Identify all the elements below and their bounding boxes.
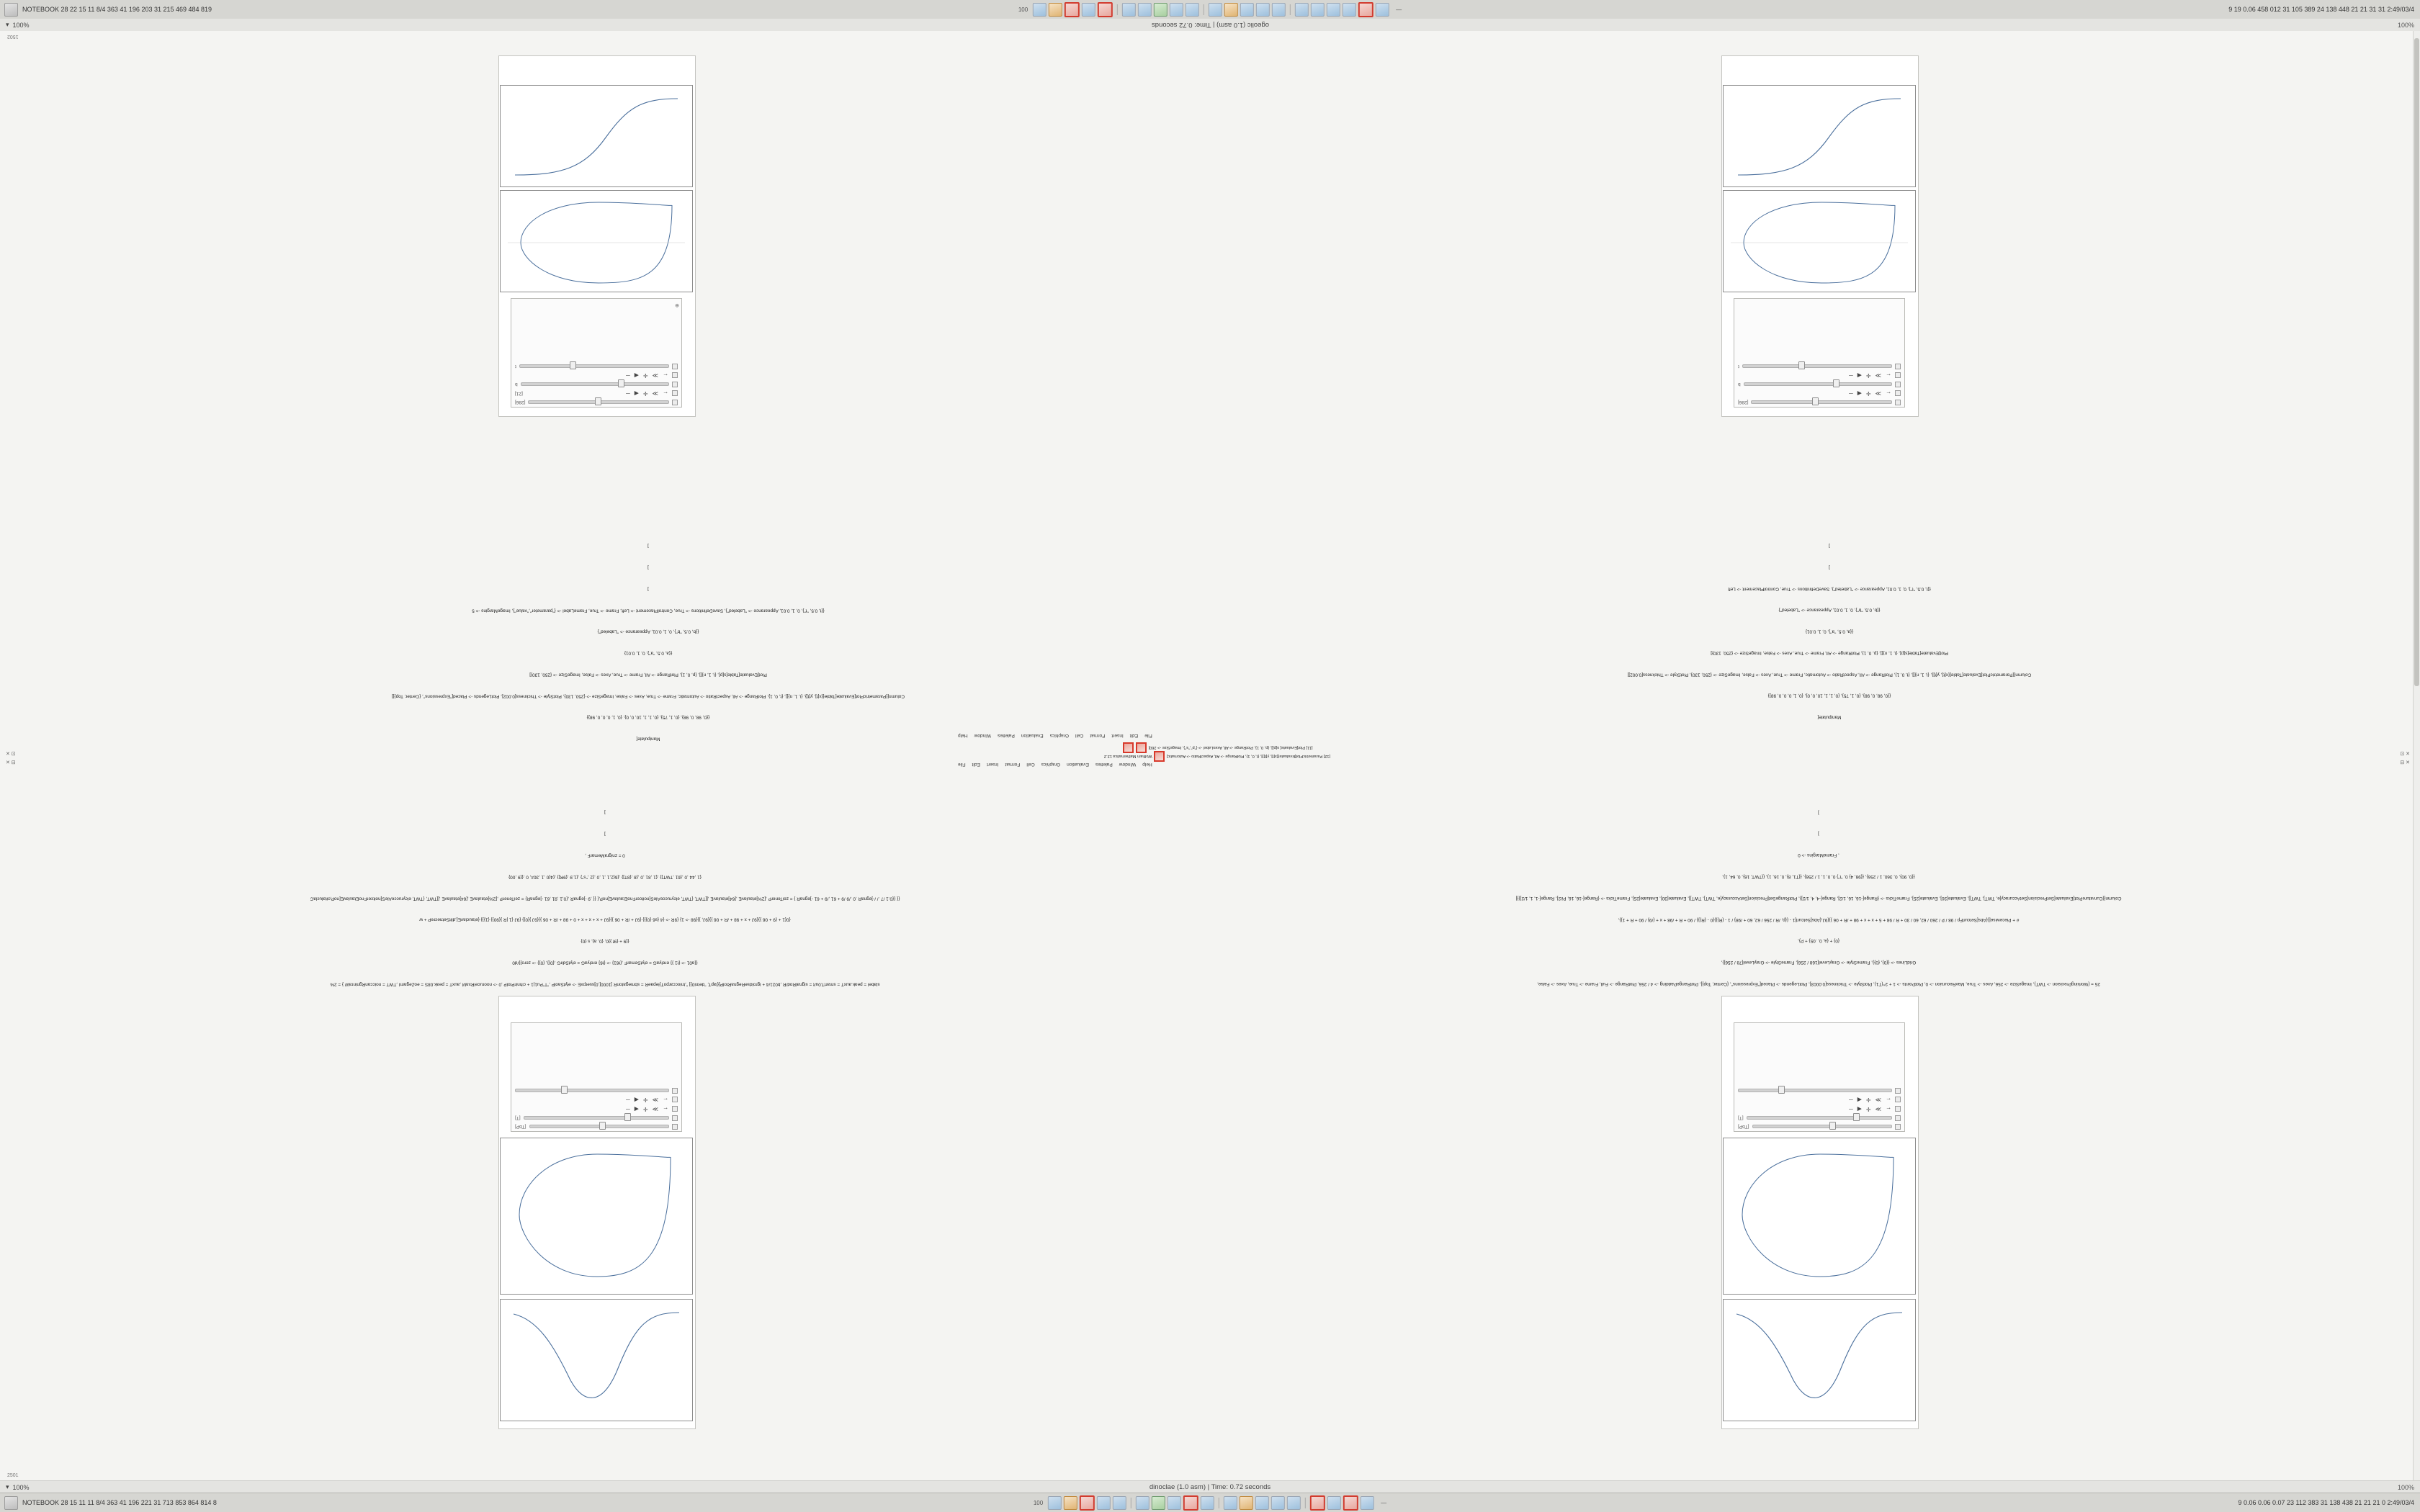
stepper-row-1-bl[interactable]: [511, 1104, 681, 1114]
minus-icon-2-br[interactable]: [1895, 1097, 1901, 1103]
app-icon-13[interactable]: [1240, 3, 1254, 17]
plot-bump-bottom-left: [500, 1299, 693, 1421]
step-back-icon-tr[interactable]: ←: [1886, 390, 1891, 397]
app-icon-b1[interactable]: [1048, 1496, 1062, 1510]
tray-label-end-bottom: —: [1381, 1499, 1387, 1506]
manipulate-menu-icon[interactable]: ⊕: [675, 302, 679, 307]
plus-icon-2-tr[interactable]: [1895, 382, 1901, 387]
code-line-br-8: Column[{CurvaturePlot[Evaluate[SetPrecision[SetAccuracy[e, TWT], TWT]], Evaluate[30], Evaluate[25], FrameTicks -> {Range[-16, 16, 1/2], Range[-4, 4, 1/2]}, PlotRangeSet[Precision[SetAccuracy[e, TWT], TWT]], Evaluate[30], Evaluate[25], FrameTicks -> {Range[-16, 16, Pi/2], Range[-1, 1, 1/2]}}]: [1515, 895, 2122, 901]
play-icon-tr[interactable]: ✛: [1865, 390, 1871, 397]
app-icon-b8[interactable]: [1168, 1496, 1181, 1510]
code-line-tl-6: {{b, 0.5, "b"}, 0, 1, 0.01, Appearance -> "Labeled"}: [597, 629, 699, 634]
taskbar-tray-top[interactable]: [1018, 2, 1402, 17]
slider-row-2-tr[interactable]: [1734, 380, 1904, 389]
app-icon-12[interactable]: [1224, 3, 1238, 17]
app-icon-b13[interactable]: [1255, 1496, 1269, 1510]
slider-row-1[interactable]: [511, 398, 681, 407]
menu-window-a[interactable]: Window: [974, 733, 992, 738]
app-icon-21[interactable]: [1376, 3, 1389, 17]
slider-a-knob-bl[interactable]: [599, 1122, 606, 1130]
step-slow-icon-br[interactable]: ≫: [1875, 1106, 1881, 1112]
menu-edit-b[interactable]: Edit: [972, 762, 980, 767]
code-line-bl-10: ]: [604, 831, 606, 837]
slider-b-br[interactable]: [1747, 1117, 1892, 1120]
vertical-scrollbar[interactable]: [2413, 31, 2420, 1481]
plot-s-top-right-svg: [1724, 86, 1915, 186]
step-forward-icon-bl[interactable]: ◀: [634, 1106, 639, 1112]
slider-row-3-tr[interactable]: [1734, 362, 1904, 371]
app-icon-b16-alert[interactable]: [1310, 1495, 1325, 1511]
zoom-level-label-bottom: 100%: [12, 1483, 30, 1491]
code-line-tr-7: {{t, 0.5, "t"}, 0, 1, 0.01, Appearance -> "Labeled"}, SaveDefinitions -> True, ControlPlacement -> Left: [1728, 586, 1931, 592]
slider-b-value: b: [515, 382, 518, 387]
slider-row-1-br[interactable]: [1734, 1122, 1904, 1131]
code-line-bl-4: {{a01 -> {t1 }} erelyaG = elytSemarF ,{t61} -> {t6} erelyaG = elytSdirG ,{0}}, {0}} -> zero}}/d0: [512, 960, 698, 966]
minus-icon-bl[interactable]: [672, 1107, 678, 1112]
reset-icon-2-br[interactable]: ─: [1849, 1097, 1853, 1103]
step-forward-icon[interactable]: ◀: [634, 390, 639, 397]
tray-label-top: 100: [1018, 6, 1028, 13]
code-line-tr-4: Plot[Evaluate[Table[s[p], {i, 1, n}]], {p, 0, 1}, PlotRange -> All, Frame -> True, Axes -> False, ImageSize -> {250, 130}]: [1711, 650, 1948, 656]
slider-a-knob-tr[interactable]: [1812, 398, 1819, 406]
app-icon-16[interactable]: [1295, 3, 1309, 17]
slider-b-knob-br[interactable]: [1853, 1114, 1860, 1122]
plot-bump-bottom-right-svg: [1724, 1300, 1915, 1421]
system-taskbar-bottom[interactable]: [0, 1493, 2420, 1512]
step-forward-icon-2[interactable]: ◀: [634, 372, 639, 379]
plot-parametric-top-left: [500, 190, 693, 292]
step-slow-icon-tr[interactable]: ≫: [1875, 390, 1881, 397]
app-icon-20-alert[interactable]: [1358, 2, 1373, 17]
play-icon-2[interactable]: ✛: [642, 372, 648, 379]
code-line-tr-5: {{a, 0.5, "a"}, 0, 1, 0.01}: [1805, 629, 1854, 634]
plot-parametric-bottom-left: [500, 1138, 693, 1295]
taskbar-right-info-top: [2228, 6, 2420, 13]
taskbar-left-info-bottom: [0, 1496, 217, 1510]
code-line-bl-9: 0 = znigraMemarF ,: [585, 852, 625, 858]
step-slow-icon-2-br[interactable]: ≫: [1875, 1097, 1881, 1103]
reset-icon-tr[interactable]: ─: [1849, 390, 1853, 397]
app-icon-7[interactable]: [1138, 3, 1152, 17]
menu-graphics-a[interactable]: Graphics: [1049, 733, 1070, 738]
slider-t-value-tr: t: [1738, 364, 1739, 369]
app-icon-10[interactable]: [1186, 3, 1199, 17]
app-icon-14[interactable]: [1256, 3, 1270, 17]
code-line-tl-4: Plot[Evaluate[Table[s[p], {i, 1, n}]], {p, 0, 1}, PlotRange -> All, Frame -> True, Axes -> False, ImageSize -> {250, 130}]: [529, 672, 767, 678]
slider-row-2-bl[interactable]: [511, 1114, 681, 1122]
plot-parametric-bottom-right-svg: [1724, 1138, 1915, 1294]
reset-icon-bl[interactable]: ─: [626, 1106, 630, 1112]
plot-parametric-top-left-svg: [501, 191, 692, 292]
code-line-br-5: GridLines -> {{0}, {0}}, FrameStyle -> GrayLevel[168 / 256], FrameStyle -> GrayLevel[78 / 256]},: [1721, 960, 1917, 966]
step-back-icon-br[interactable]: ←: [1886, 1106, 1891, 1112]
taskbar-right-info-bottom: [2238, 1499, 2420, 1506]
stepper-row-2-tr[interactable]: [1734, 371, 1904, 380]
tray-divider-1: [1117, 4, 1118, 15]
menu-help-a[interactable]: Help: [958, 733, 968, 738]
app-icon-b19[interactable]: [1361, 1496, 1374, 1510]
plot-parametric-top-right: [1723, 190, 1916, 292]
plus-icon-2[interactable]: [672, 382, 678, 387]
code-line-tr-8: ]: [1829, 564, 1830, 570]
plot-parametric-top-right-svg: [1724, 191, 1915, 292]
stepper-row-1-tr[interactable]: [1734, 389, 1904, 398]
slider-t[interactable]: [519, 365, 669, 369]
taskbar-clock-top: 9 19 0.06 458 012 31 105 389 24 138 448 21 21 31 31 2:49/03/4: [2228, 6, 2414, 13]
step-slow-icon-bl[interactable]: ≫: [652, 1106, 658, 1112]
app-icon-b6[interactable]: [1136, 1496, 1150, 1510]
code-line-br-11: ]: [1818, 831, 1819, 837]
taskbar-status-text-top: NOTEBOOK 28 22 15 11 8/4 363 41 196 203 31 215 469 484 819: [22, 6, 212, 13]
notebook-title-top: ogeolic (1.0 asm) | Time: 0.72 seconds: [1151, 21, 1269, 29]
code-cell-top-right[interactable]: [1268, 528, 2391, 735]
step-forward-icon-2-bl[interactable]: ◀: [634, 1097, 639, 1103]
code-cell-top-left[interactable]: [144, 528, 1152, 757]
app-icon-5-alert[interactable]: [1098, 2, 1113, 17]
slider-t-knob-tr[interactable]: [1798, 362, 1805, 370]
app-icon-b14[interactable]: [1271, 1496, 1285, 1510]
slider-row-2[interactable]: [511, 380, 681, 389]
slider-a-tr[interactable]: [1751, 401, 1892, 405]
plus-icon[interactable]: [672, 400, 678, 405]
app-icon-b2[interactable]: [1064, 1496, 1077, 1510]
app-icon-b3-alert[interactable]: [1080, 1495, 1095, 1511]
app-icon-8[interactable]: [1154, 3, 1168, 17]
manipulate-controls-top-right[interactable]: [1734, 298, 1905, 408]
manipulate-panel-top-left[interactable]: [498, 55, 696, 417]
app-icon-3-alert[interactable]: [1065, 2, 1080, 17]
notebook-titlebar-top[interactable]: [0, 19, 2420, 32]
slider-t-knob[interactable]: [570, 362, 576, 370]
step-forward-icon-2-br[interactable]: ◀: [1857, 1097, 1862, 1103]
menu-edit-a[interactable]: Edit: [1129, 733, 1139, 738]
slider-a-knob[interactable]: [595, 398, 601, 406]
slider-b-value-br: [T]: [1738, 1115, 1744, 1121]
play-icon-bl[interactable]: ✛: [642, 1106, 648, 1112]
code-line-bl-7: {{ {{0.1 /7 ./ /-]egnaR ,0 ,/9 /9 + 61 ,/9 + 61 -]egnaR } = zeiTenerP ,[2%]etaulavE ,[64]etaulavE ,[[TWT, {TWT, elcyrucceAleS[noitcerFnoEtaulavE[noP,{ {{ ,9 -]egnaR ,{0,1 ,91 ,61 -]egnaR} = zeiTenerP ,[2%]etaulavE ,[64]etaulavE ,[[TWT, {TWT, elcyrucceAleS[noitcerFnoEtaulavE[noP,oitaluclaC: [310, 895, 900, 901]
manipulate-panel-top-right[interactable]: [1721, 55, 1919, 417]
app-icon-1[interactable]: [1033, 3, 1047, 17]
page-number-top: 1502: [7, 34, 19, 39]
play-icon-2-bl[interactable]: ✛: [642, 1097, 648, 1103]
stepper-row-2-br[interactable]: [1734, 1095, 1904, 1104]
slider-b-value-bl: [T]: [515, 1115, 521, 1121]
slider-b-bl[interactable]: [524, 1117, 669, 1120]
manipulate-controls-bottom-left[interactable]: [511, 1022, 682, 1132]
tray-divider-3: [1290, 4, 1291, 15]
code-line-br-4: 25 = {WorkingPrecision -> TWT}, ImageSize -> 256, Axes -> True, MaxRecursion -> 0, PlotPoints -> 1 + 2^(T1), PlotStyle -> Thickness[0.0003], PlotLegends -> Placed["Expressions", {Center, Top}], PlotRangePadding -> 4 / 256, PlotRange -> Full, Frame -> True, Axes -> False,: [1537, 981, 2100, 986]
code-line-tl-9: ]: [647, 564, 649, 570]
step-back-icon[interactable]: ←: [663, 390, 668, 397]
palette-strip-suffix: Wolfram Mathematica 12.2: [1103, 754, 1152, 759]
plus-icon-bl[interactable]: [672, 1124, 678, 1130]
slider-a-value: [286]: [515, 400, 526, 405]
app-icon-18[interactable]: [1327, 3, 1340, 17]
slider-t-knob-bl[interactable]: [561, 1086, 568, 1094]
window-close-icon-right[interactable]: ⊡ ✕: [2400, 752, 2410, 757]
code-line-tr-9: ]: [1829, 543, 1830, 549]
menubar-upper[interactable]: [958, 733, 1152, 738]
code-line-br-7: # + Piecewise[{{Abs[SetcurlFp / 98 / P / 260 / 62, 60 / 30 + R / 98 + 5 + x + x + 98 + /R + 06 }}{9J,{Abs[Setcurl[1 - {{p, /R / 256 / 62, 60 + /98} / 1 - {R}}}{0 - {R}}} / 90 + R + /98 + x + {/9} / 90 + R + 1}},: [1618, 917, 2020, 922]
slider-row-1-bl[interactable]: [511, 1122, 681, 1131]
plus-icon-3-tr[interactable]: [1895, 364, 1901, 369]
plot-parametric-bottom-left-svg: [501, 1138, 692, 1294]
menu-insert-a[interactable]: Insert: [1111, 733, 1124, 738]
stepper-row-1-value: [21]: [515, 391, 523, 396]
vertical-scrollbar-thumb[interactable]: [2414, 38, 2419, 686]
code-line-bl-11: ]: [604, 809, 606, 815]
reset-icon-2[interactable]: ─: [626, 372, 630, 379]
play-icon-br[interactable]: ✛: [1865, 1106, 1871, 1112]
page-number-bottom: 2501: [7, 1473, 19, 1478]
slider-b-tr[interactable]: [1744, 383, 1892, 387]
plus-icon-br[interactable]: [1895, 1124, 1901, 1130]
menubar-lower[interactable]: [958, 762, 1152, 767]
alert-swatch-3[interactable]: [1154, 751, 1165, 762]
reset-icon-2-bl[interactable]: ─: [626, 1097, 630, 1103]
step-slow-icon-2-bl[interactable]: ≫: [652, 1097, 658, 1103]
app-icon-b11[interactable]: [1224, 1496, 1237, 1510]
window-minimize-icon-left[interactable]: ✕ ⊟: [6, 760, 16, 765]
window-minimize-icon-right[interactable]: ⊟ ✕: [2400, 760, 2410, 765]
code-line-bl-8: {1 ,44 ,0 ,{61 ,TWT]} ,{1 ,81 ,0 ,{8 ,{8T]} ,{6{2,1 ,1 ,0 ,{2 ,"s"} ,{1,9 ,{9R]} ,{4{0 ,1 ,30#, 0 ,{{9 ,00}: [508, 874, 702, 880]
notebook-zoom-left-top[interactable]: [6, 21, 30, 29]
step-slow-icon-2[interactable]: ≫: [652, 372, 658, 379]
plot-bump-bottom-right: [1723, 1299, 1916, 1421]
menu-format-a[interactable]: Format: [1090, 733, 1106, 738]
code-line-bl-6: {0{1 + (9 + 06 }}{9J + x + 98 + /R + 06 }}{9J, }}{98 -> 1} {9R -> {4 {s6 {0}}} {9J + /R + 06 }}{9J + x + x + x + 0 + 98 + /R + 06 }}{9J }{0}} {9J {1 |R }{90}} {1}}} {etauclavE[,dlitSetnecreP + w: [419, 917, 791, 922]
taskbar-tray-bottom[interactable]: [1034, 1495, 1386, 1511]
step-forward-icon-tr[interactable]: ◀: [1857, 390, 1862, 397]
slider-b-knob-bl[interactable]: [624, 1114, 631, 1122]
plot-bump-bottom-left-svg: [501, 1300, 692, 1421]
app-icon-6[interactable]: [1122, 3, 1136, 17]
minus-icon-2-bl[interactable]: [672, 1097, 678, 1103]
system-taskbar-top[interactable]: [0, 0, 2420, 19]
notebook-zoom-right-top: 100%: [2397, 21, 2414, 29]
play-icon-2-br[interactable]: ✛: [1865, 1097, 1871, 1103]
palette-strip-text-2: [12] ParametricPlot[Evaluate[{x[t], y[t]}], {t, 0, 1}, PlotRange -> All, AspectRatio -> Automatic]: [1166, 754, 1331, 759]
minus-icon-2-tr[interactable]: [1895, 373, 1901, 379]
step-back-icon-2[interactable]: ←: [663, 372, 668, 379]
manipulate-panel-bottom-left[interactable]: [498, 996, 696, 1429]
code-line-tr-3: Column[{ParametricPlot[Evaluate[Table[{x[t], y[t]}, {i, 1, n}]], {t, 0, 1}, PlotRange -> All, AspectRatio -> Automatic, Frame -> True, Axes -> False, ImageSize -> {250, 130}, PlotStyle -> Thickness[0.002]]: [1627, 672, 2032, 678]
manipulate-panel-bottom-right[interactable]: [1721, 996, 1919, 1429]
taskbar-status-text-bottom: NOTEBOOK 28 15 11 11 8/4 363 41 196 221 31 713 853 864 814 8: [22, 1499, 217, 1506]
slider-a-br[interactable]: [1752, 1125, 1892, 1129]
play-icon[interactable]: ✛: [642, 390, 648, 397]
slider-a-value-bl: [TbP]: [515, 1124, 526, 1130]
step-back-icon-2-bl[interactable]: ←: [663, 1097, 668, 1103]
step-slow-icon[interactable]: ≫: [652, 390, 658, 397]
code-line-bl-3: slabel = peak.auxT = smartT.0u/t = signalRod/R ,b021/4 + igroldseRegnaRtolP[{lapT, "detni0}] ",tnioccarpoT}lepaeR = sbmegatonR ]1000[,0]sserpxE -> elytSaolP ,"T"Pu1|1 + cihnirPtolP ,0 -> noorucelRxaM ,auxT = peak.08S = eoZegamI ,TWT = noiccanRgninraW } = 2%: [330, 981, 880, 986]
minus-icon-br[interactable]: [1895, 1107, 1901, 1112]
menu-evaluation-a[interactable]: Evaluation: [1021, 733, 1044, 738]
plus-icon-tr[interactable]: [1895, 400, 1901, 405]
slider-a-value-tr: [286]: [1738, 400, 1749, 405]
code-line-br-10: , FrameMargins -> 0: [1798, 852, 1839, 858]
slider-b[interactable]: [521, 383, 669, 387]
app-icon-2[interactable]: [1049, 3, 1062, 17]
menu-palettes-a[interactable]: Palettes: [998, 733, 1015, 738]
step-back-icon-3-tr[interactable]: ←: [1886, 372, 1891, 379]
notebook-zoom-right-bottom: 100%: [2397, 1483, 2414, 1491]
slider-a-knob-br[interactable]: [1829, 1122, 1836, 1130]
app-icon-b10[interactable]: [1201, 1496, 1214, 1510]
slider-b-value-tr: b: [1738, 382, 1741, 387]
notebook-titlebar-bottom[interactable]: [0, 1480, 2420, 1493]
step-forward-icon-br[interactable]: ◀: [1857, 1106, 1862, 1112]
manipulate-controls-bottom-right[interactable]: [1734, 1022, 1905, 1132]
chevron-down-icon-bottom[interactable]: ▾: [6, 1483, 9, 1490]
code-line-bl-5: {{9 + {9f }}0, {0, a}, s {0}: [581, 938, 629, 944]
slider-t-bl[interactable]: [515, 1089, 669, 1093]
slider-t-value: t: [515, 364, 516, 369]
zoom-level-label-top: 100%: [12, 21, 30, 29]
tray-divider-b3: [1305, 1498, 1306, 1508]
notebook-zoom-left-bottom[interactable]: [6, 1483, 30, 1491]
step-back-icon-bl[interactable]: ←: [663, 1106, 668, 1112]
minus-icon-tr[interactable]: [1895, 391, 1901, 397]
slider-a[interactable]: [528, 401, 669, 405]
reset-icon[interactable]: ─: [626, 390, 630, 397]
app-icon-b5[interactable]: [1113, 1496, 1126, 1510]
stepper-row-2[interactable]: [511, 371, 681, 380]
plus-icon-2-bl[interactable]: [672, 1115, 678, 1121]
code-line-tl-1: Manipulate[: [636, 736, 660, 742]
slider-row-3-br[interactable]: [1734, 1086, 1904, 1095]
stepper-row-1[interactable]: [511, 389, 681, 398]
step-back-icon-2-br[interactable]: ←: [1886, 1097, 1891, 1103]
code-line-tl-10: ]: [647, 543, 649, 549]
notebook-title-bottom: dinoclae (1.0 asm) | Time: 0.72 seconds: [1149, 1483, 1271, 1491]
code-line-br-6: {0} + {a, 0, .05} + P},: [1798, 938, 1839, 944]
code-line-tl-3: Column[{ParametricPlot[Evaluate[Table[{x[t], y[t]}, {i, 1, n}]], {t, 0, 1}, PlotRange -> All, AspectRatio -> Automatic, Frame -> True, Axes -> False, ImageSize -> {250, 130}, PlotStyle -> Thickness[0.002], PlotLegends -> Placed["Expressions", {Center, Top}]]: [391, 693, 905, 699]
app-icon-11[interactable]: [1209, 3, 1222, 17]
code-line-tr-2: {{0, 98, 0, 98}, {0, 1, 75}, {0, 1, 1, 10, 0, 0}, {0, 1, 0, 0, 0, 98}}: [1767, 693, 1891, 699]
menu-help-b[interactable]: Help: [1142, 762, 1152, 767]
code-line-tr-6: {{b, 0.5, "b"}, 0, 1, 0.01, Appearance -> "Labeled"}: [1778, 608, 1881, 613]
plot-s-top-left: [500, 85, 693, 187]
app-icon-b4[interactable]: [1097, 1496, 1111, 1510]
app-icon-4[interactable]: [1082, 3, 1095, 17]
app-icon-b7[interactable]: [1152, 1496, 1165, 1510]
reset-icon-br[interactable]: ─: [1849, 1106, 1853, 1112]
menu-insert-b[interactable]: Insert: [987, 762, 999, 767]
menu-graphics-b[interactable]: Graphics: [1041, 762, 1061, 767]
plot-s-top-left-svg: [501, 86, 692, 186]
taskbar-left-info-top: [0, 3, 212, 17]
slider-row-1-tr[interactable]: [1734, 398, 1904, 407]
window-close-icon-left[interactable]: ✕ ⊡: [6, 752, 16, 757]
plus-icon-3[interactable]: [672, 364, 678, 369]
slider-t-br[interactable]: [1738, 1089, 1892, 1093]
slider-t-knob-br[interactable]: [1778, 1086, 1785, 1094]
menu-cell-a[interactable]: Cell: [1075, 733, 1084, 738]
step-slow-icon-3-tr[interactable]: ≫: [1875, 372, 1881, 379]
app-icon-9[interactable]: [1170, 3, 1183, 17]
code-line-tr-1: Manipulate[: [1817, 714, 1842, 720]
menu-window-b[interactable]: Window: [1119, 762, 1137, 767]
app-icon-b15[interactable]: [1287, 1496, 1301, 1510]
code-line-tl-8: ]: [647, 586, 649, 592]
slider-row-3[interactable]: [511, 362, 681, 371]
plus-icon-3-bl[interactable]: [672, 1088, 678, 1094]
code-line-tl-5: {{a, 0.5, "a"}, 0, 1, 0.01}: [624, 650, 673, 656]
slider-b-knob-tr[interactable]: [1833, 380, 1839, 388]
stepper-row-1-br[interactable]: [1734, 1104, 1904, 1114]
manipulate-controls-top-left[interactable]: [511, 298, 682, 408]
slider-t-tr[interactable]: [1742, 365, 1892, 369]
palette-strip-text-1: [11] Plot[Evaluate[ s[p]], {p, 0, 1}, PlotRange -> All, AxesLabel -> {"p","s"}, ImageSize -> 260]: [1148, 745, 1313, 750]
code-line-br-12: ]: [1818, 809, 1819, 815]
minus-icon-2[interactable]: [672, 373, 678, 379]
tray-label-bottom: 100: [1033, 1499, 1044, 1506]
reset-icon-3-tr[interactable]: ─: [1849, 372, 1853, 379]
plot-parametric-bottom-right: [1723, 1138, 1916, 1295]
slider-row-2-br[interactable]: [1734, 1114, 1904, 1122]
chevron-down-icon[interactable]: ▾: [6, 21, 9, 28]
app-icon-b12[interactable]: [1240, 1496, 1253, 1510]
slider-b-knob[interactable]: [618, 380, 624, 388]
menu-evaluation-b[interactable]: Evaluation: [1067, 762, 1089, 767]
palette-strip-line-2[interactable]: [346, 751, 2089, 762]
slider-row-3-bl[interactable]: [511, 1086, 681, 1095]
menu-cell-b[interactable]: Cell: [1026, 762, 1035, 767]
app-icon-b17[interactable]: [1327, 1496, 1341, 1510]
tray-label-end-top: —: [1396, 6, 1402, 13]
app-icon-19[interactable]: [1343, 3, 1356, 17]
menu-format-b[interactable]: Format: [1005, 762, 1021, 767]
step-forward-icon-3-tr[interactable]: ◀: [1857, 372, 1862, 379]
menu-file-b[interactable]: File: [958, 762, 966, 767]
taskbar-clock-bottom: 9 0.06 0.06 0.07 23 112 383 31 138 438 21 21 21 0 2:49/03/4: [2238, 1499, 2414, 1506]
notebook-canvas: [0, 31, 2420, 1481]
menu-palettes-b[interactable]: Palettes: [1095, 762, 1113, 767]
plus-icon-3-br[interactable]: [1895, 1088, 1901, 1094]
code-line-br-9: {{0, 90}, 0, 360, 1 / 256}, {{98, 4} 0, "t"} 0, 0, 1, 1 / 256}, {{T1, 8}, 0, 16, 1}, {{TWT, 16}, 0, 64, 1},: [1722, 874, 1915, 880]
plus-icon-2-br[interactable]: [1895, 1115, 1901, 1121]
slider-a-bl[interactable]: [529, 1125, 669, 1129]
play-icon-3-tr[interactable]: ✛: [1865, 372, 1871, 379]
app-icon-b9-alert[interactable]: [1183, 1495, 1198, 1511]
stepper-row-2-bl[interactable]: [511, 1095, 681, 1104]
plot-s-top-right: [1723, 85, 1916, 187]
menu-file-a[interactable]: File: [1144, 733, 1152, 738]
minus-icon[interactable]: [672, 391, 678, 397]
window-menu-icon[interactable]: [4, 3, 18, 17]
app-icon-17[interactable]: [1311, 3, 1325, 17]
slider-a-value-br: [TbP]: [1738, 1124, 1749, 1130]
app-icon-b18-alert[interactable]: [1343, 1495, 1358, 1511]
code-line-tl-2: {{0, 98, 0, 98}, {0, 1, 75}, {0, 1, 1, 10, 0, 0}, {0, 1, 0, 0, 0, 98}}: [586, 714, 710, 720]
app-icon-15[interactable]: [1272, 3, 1286, 17]
code-line-tl-7: {{t, 0.5, "t"}, 0, 1, 0.01, Appearance -> "Labeled"}, SaveDefinitions -> True, ControlPlacement -> Left, Frame -> True, FrameLabel -> {"parameter","value"}, ImageMargins -> 5: [472, 608, 825, 613]
window-menu-icon-bottom[interactable]: [4, 1496, 18, 1510]
